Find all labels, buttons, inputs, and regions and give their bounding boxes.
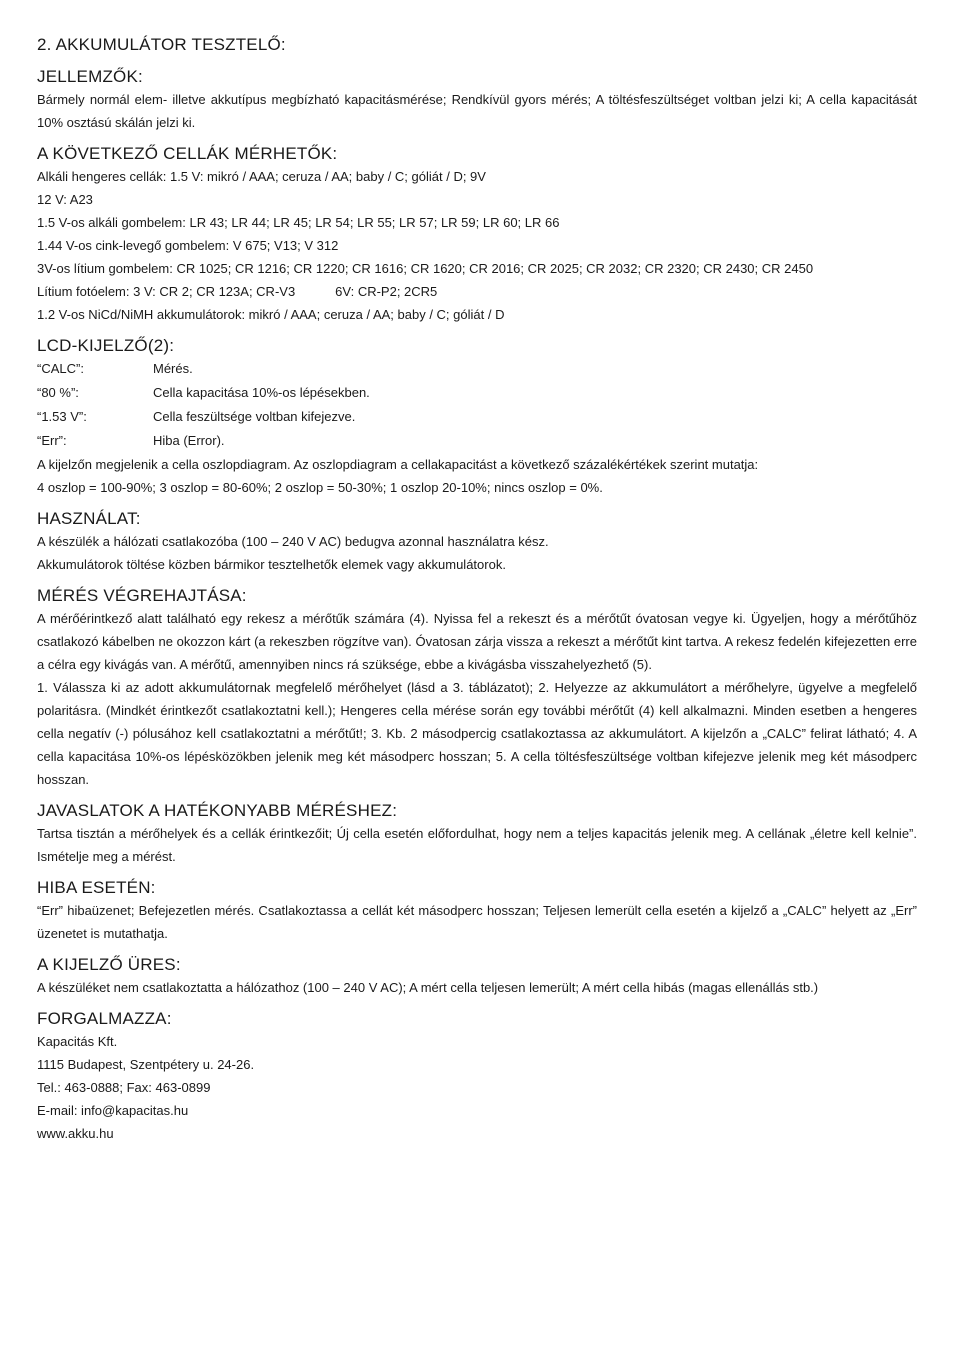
lcd-row <box>37 405 917 429</box>
distributor-address: 1115 Budapest, Szentpétery u. 24-26. <box>37 1057 255 1072</box>
measurement-heading: MÉRÉS VÉGREHAJTÁSA: <box>37 586 247 605</box>
empty-display-text: A készüléket nem csatlakoztatta a hálózathoz (100 – 240 V AC); A mért cella teljesen lemerült; A mért cella hibás (magas ellenállás stb.) <box>37 980 819 995</box>
cells-line-nicd: 1.2 V-os NiCd/NiMH akkumulátorok: mikró / AAA; ceruza / AA; baby / C; góliát / D <box>37 307 505 322</box>
lithium-photo-6v: 6V: CR-P2; 2CR5 <box>335 284 438 299</box>
empty-display-heading: A KIJELZŐ ÜRES: <box>37 955 181 974</box>
lcd-key: “CALC”: <box>37 361 84 376</box>
lcd-section <box>37 335 917 499</box>
measurement-probe-paragraph: A mérőérintkező alatt található egy rekesz a mérőtűk számára (4). Nyissa fel a rekeszt és a mérőtűt óvatosan vegye ki. Ügyeljen, hogy a mérőtűhöz csatlakozó kábelben ne okozzon kárt (a rekeszben rögzítve van). Óvatosan zárja vissza a rekeszt a mérőtűt kint tartva. A rekesz fedelén kifejezetten erre a célra egy kivágás van. A mérőtű, amennyiben nincs rá szüksége, ebbe a kivágásba visszahelyezhető (5). <box>37 611 917 672</box>
usage-heading: HASZNÁLAT: <box>37 509 141 528</box>
empty-display-section <box>37 954 917 999</box>
lcd-key: “1.53 V”: <box>37 409 87 424</box>
distributor-heading: FORGALMAZZA: <box>37 1009 172 1028</box>
lcd-key: “80 %”: <box>37 385 79 400</box>
features-section <box>37 66 917 134</box>
tips-section <box>37 800 917 868</box>
lcd-value: Cella feszültsége voltban kifejezve. <box>153 409 356 424</box>
cells-line: Alkáli hengeres cellák: 1.5 V: mikró / AAA; ceruza / AA; baby / C; góliát / D; 9V <box>37 169 486 184</box>
measurement-section <box>37 585 917 791</box>
distributor-phone: Tel.: 463-0888; Fax: 463-0899 <box>37 1080 211 1095</box>
cells-heading: A KÖVETKEZŐ CELLÁK MÉRHETŐK: <box>37 144 338 163</box>
cells-section <box>37 143 917 326</box>
lcd-key: “Err”: <box>37 433 67 448</box>
lcd-row <box>37 381 917 405</box>
lcd-value: Hiba (Error). <box>153 433 225 448</box>
distributor-section <box>37 1008 917 1145</box>
lcd-note-percentages: 4 oszlop = 100-90%; 3 oszlop = 80-60%; 2 oszlop = 50-30%; 1 oszlop 20-10%; nincs oszlop = 0%. <box>37 480 603 495</box>
lcd-row <box>37 357 917 381</box>
lcd-value: Cella kapacitása 10%-os lépésekben. <box>153 385 370 400</box>
distributor-company: Kapacitás Kft. <box>37 1034 118 1049</box>
lcd-note-bar-diagram: A kijelzőn megjelenik a cella oszlopdiagram. Az oszlopdiagram a cellakapacitást a következő százalékértékek szerint mutatja: <box>37 457 759 472</box>
lcd-heading: LCD-KIJELZŐ(2): <box>37 336 175 355</box>
distributor-website: www.akku.hu <box>37 1126 114 1141</box>
features-text: Bármely normál elem- illetve akkutípus megbízható kapacitásmérése; Rendkívül gyors mérés; A töltésfeszültséget voltban jelzi ki; A cella kapacitását 10% osztású skálán jelzi ki. <box>37 92 917 130</box>
cells-line: 1.44 V-os cink-levegő gombelem: V 675; V13; V 312 <box>37 238 339 253</box>
document-page <box>37 34 917 1145</box>
cells-line-lithium-photo <box>37 280 917 303</box>
usage-line: A készülék a hálózati csatlakozóba (100 – 240 V AC) bedugva azonnal használatra kész. <box>37 534 549 549</box>
lithium-photo-3v: Lítium fotóelem: 3 V: CR 2; CR 123A; CR-V3 <box>37 284 296 299</box>
usage-section <box>37 508 917 576</box>
cells-line: 12 V: A23 <box>37 192 93 207</box>
tips-heading: JAVASLATOK A HATÉKONYABB MÉRÉSHEZ: <box>37 801 398 820</box>
tips-text: Tartsa tisztán a mérőhelyek és a cellák érintkezőit; Új cella esetén előfordulhat, hogy nem a teljes kapacitás jelenik meg. A cellának „életre kell kelnie”. Ismételje meg a mérést. <box>37 826 917 864</box>
errors-section <box>37 877 917 945</box>
cells-line: 3V-os lítium gombelem: CR 1025; CR 1216; CR 1220; CR 1616; CR 1620; CR 2016; CR 2025; CR 2032; CR 2320; CR 2430; CR 2450 <box>37 261 814 276</box>
lcd-row <box>37 429 917 453</box>
cells-line: 1.5 V-os alkáli gombelem: LR 43; LR 44; LR 45; LR 54; LR 55; LR 57; LR 59; LR 60; LR 66 <box>37 215 560 230</box>
features-heading: JELLEMZŐK: <box>37 67 143 86</box>
document-title: 2. AKKUMULÁTOR TESZTELŐ: <box>37 35 286 54</box>
errors-heading: HIBA ESETÉN: <box>37 878 156 897</box>
distributor-email: E-mail: info@kapacitas.hu <box>37 1103 189 1118</box>
errors-text: “Err” hibaüzenet; Befejezetlen mérés. Csatlakoztassa a cellát két másodperc hosszan; Teljesen lemerült cella esetén a kijelző a „CALC” helyett az „Err” üzenetet is mutathatja. <box>37 903 917 941</box>
lcd-value: Mérés. <box>153 361 193 376</box>
measurement-steps-paragraph: 1. Válassza ki az adott akkumulátornak megfelelő mérőhelyet (lásd a 3. táblázatot); 2. Helyezze az akkumulátort a mérőhelyre, ügyelve a megfelelő polaritásra. (Mindkét érintkezőt csatlakoztatni kell.); Hengeres cella mérése során egy további mérőtűt (4) kell alkalmazni. Minden esetben a hengeres cella negatív (-) pólusához kell csatlakoztatni a mérőtűt!; 3. Kb. 2 másodpercig csatlakoztassa az akkumulátort. A kijelzőn a „CALC” felirat látható; 4. A cella kapacitása 10%-os lépésközökben jelenik meg két másodperc hosszan; 5. A cella töltésfeszültsége voltban kifejezve jelenik meg két másodperc hosszan. <box>37 680 917 787</box>
usage-line: Akkumulátorok töltése közben bármikor tesztelhetők elemek vagy akkumulátorok. <box>37 557 506 572</box>
